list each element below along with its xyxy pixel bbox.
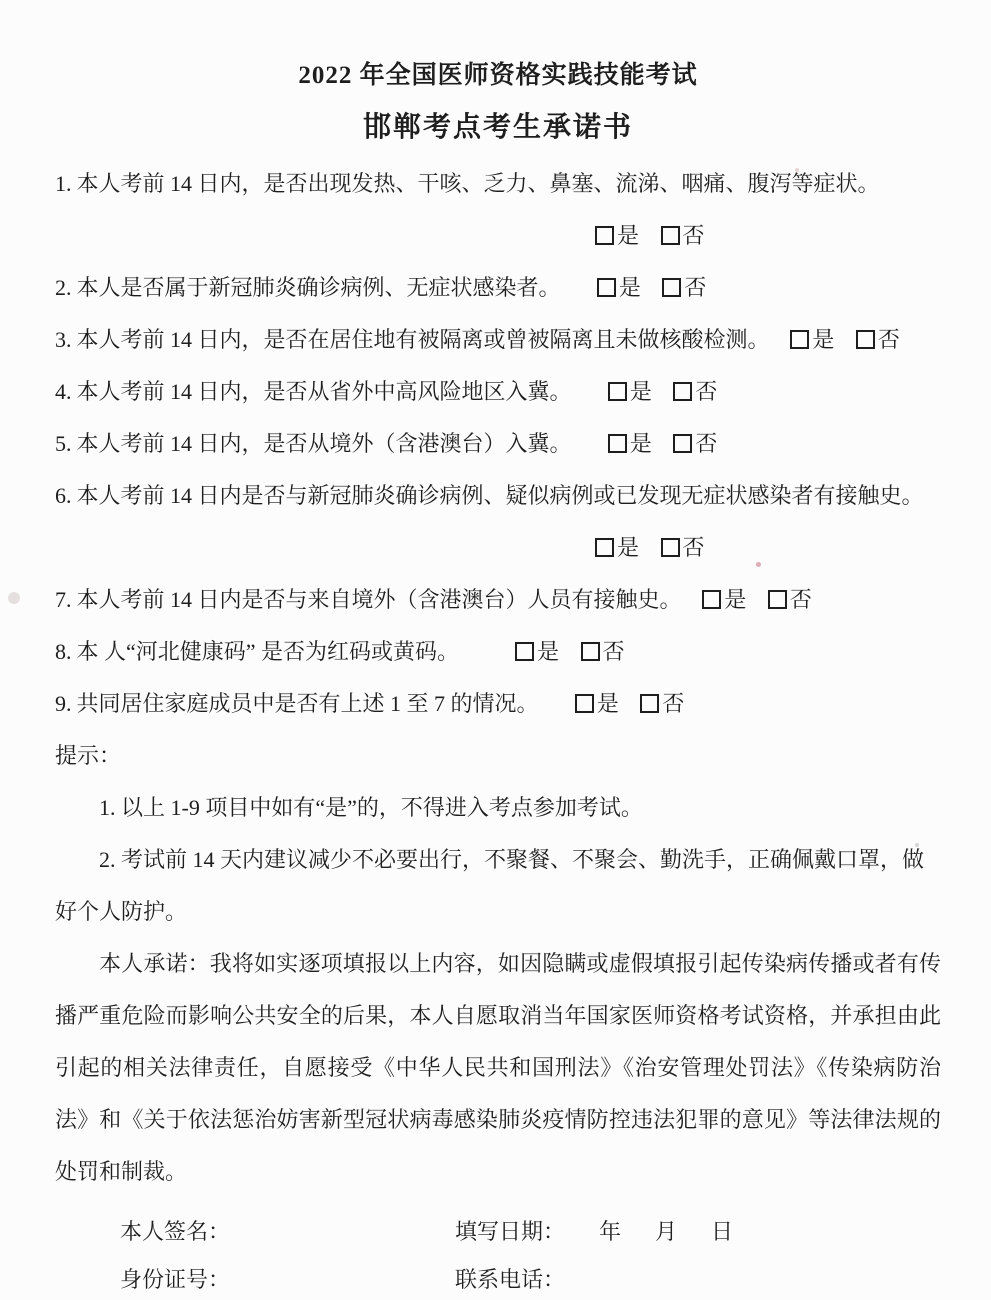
question-7-number: 7. xyxy=(55,587,72,612)
question-7 xyxy=(55,574,941,626)
questions-section xyxy=(55,158,941,1198)
question-7-yes-option[interactable] xyxy=(702,574,746,626)
no-label: 否 xyxy=(602,639,625,664)
checkbox-icon[interactable] xyxy=(673,382,692,401)
checkbox-icon[interactable] xyxy=(856,330,875,349)
question-1-text: 本人考前 14 日内，是否出现发热、干咳、乏力、鼻塞、流涕、咽痛、腹泻等症状。 xyxy=(76,171,880,196)
question-1-yes-option[interactable] xyxy=(595,210,639,262)
checkbox-icon[interactable] xyxy=(608,434,627,453)
checkbox-icon[interactable] xyxy=(608,382,627,401)
question-9-number: 9. xyxy=(55,691,72,716)
question-5-no-option[interactable] xyxy=(673,418,717,470)
checkbox-icon[interactable] xyxy=(595,226,614,245)
yes-label: 是 xyxy=(617,223,640,248)
no-label: 否 xyxy=(877,327,900,352)
question-6-options xyxy=(595,522,941,574)
question-2-yes-option[interactable] xyxy=(597,262,641,314)
notice-heading: 提示： xyxy=(55,743,122,768)
question-5-number: 5. xyxy=(55,431,72,456)
question-9-no-option[interactable] xyxy=(640,678,684,730)
question-8-yes-option[interactable] xyxy=(515,626,559,678)
question-1-options xyxy=(595,210,941,262)
question-2 xyxy=(55,262,941,314)
yes-label: 是 xyxy=(596,691,619,716)
checkbox-icon[interactable] xyxy=(790,330,809,349)
question-3-yes-option[interactable] xyxy=(790,314,834,366)
question-7-no-option[interactable] xyxy=(768,574,812,626)
yes-label: 是 xyxy=(812,327,835,352)
question-3-text: 本人考前 14 日内，是否在居住地有被隔离或曾被隔离且未做核酸检测。 xyxy=(76,327,770,352)
question-1-number: 1. xyxy=(55,171,72,196)
date-day-field[interactable] xyxy=(677,1208,711,1230)
no-label: 否 xyxy=(684,275,707,300)
question-8 xyxy=(55,626,941,678)
question-4-no-option[interactable] xyxy=(673,366,717,418)
question-3-options xyxy=(790,314,900,366)
day-label: 日 xyxy=(711,1219,734,1244)
date-year-field[interactable] xyxy=(565,1208,599,1230)
yes-label: 是 xyxy=(618,275,641,300)
question-7-text: 本人考前 14 日内是否与来自境外（含港澳台）人员有接触史。 xyxy=(76,587,682,612)
signature-section xyxy=(55,1208,941,1300)
question-4-options xyxy=(608,366,718,418)
yes-label: 是 xyxy=(724,587,747,612)
question-2-options xyxy=(597,262,707,314)
scan-artifact xyxy=(8,592,20,604)
date-label: 填写日期： xyxy=(455,1219,566,1244)
question-4-text: 本人考前 14 日内，是否从省外中高风险地区入冀。 xyxy=(76,379,572,404)
question-6-yes-option[interactable] xyxy=(595,522,639,574)
checkbox-icon[interactable] xyxy=(662,278,681,297)
question-6 xyxy=(55,470,941,522)
no-label: 否 xyxy=(695,431,718,456)
checkbox-icon[interactable] xyxy=(597,278,616,297)
yes-label: 是 xyxy=(629,379,652,404)
question-8-no-option[interactable] xyxy=(581,626,625,678)
question-7-options xyxy=(702,574,812,626)
no-label: 否 xyxy=(789,587,812,612)
question-5 xyxy=(55,418,941,470)
checkbox-icon[interactable] xyxy=(595,538,614,557)
signature-row-1 xyxy=(55,1208,941,1256)
signature-label: 本人签名： xyxy=(120,1219,231,1244)
question-4-number: 4. xyxy=(55,379,72,404)
checkbox-icon[interactable] xyxy=(640,694,659,713)
notice-item-1: 1. 以上 1-9 项目中如有“是”的，不得进入考点参加考试。 xyxy=(99,795,643,820)
no-label: 否 xyxy=(682,223,705,248)
question-8-number: 8. xyxy=(55,639,72,664)
checkbox-icon[interactable] xyxy=(661,538,680,557)
signature-row-2 xyxy=(55,1256,941,1300)
yes-label: 是 xyxy=(537,639,560,664)
question-6-number: 6. xyxy=(55,483,72,508)
question-2-text: 本人是否属于新冠肺炎确诊病例、无症状感染者。 xyxy=(76,275,561,300)
signature-field[interactable] xyxy=(230,1208,370,1230)
question-9-yes-option[interactable] xyxy=(575,678,619,730)
question-3-number: 3. xyxy=(55,327,72,352)
question-5-options xyxy=(608,418,718,470)
question-4 xyxy=(55,366,941,418)
checkbox-icon[interactable] xyxy=(661,226,680,245)
question-1 xyxy=(55,158,941,210)
commitment-paragraph: 本人承诺：我将如实逐项填报以上内容，如因隐瞒或虚假填报引起传染病传播或者有传播严重危险而影响公共安全的后果，本人自愿取消当年国家医师资格考试资格，并承担由此引起的相关法律责任，自愿接受《中华人民共和国刑法》《治安管理处罚法》《传染病防治法》和《关于依法惩治妨害新型冠状病毒感染肺炎疫情防控违法犯罪的意见》等法律法规的处罚和制裁。 xyxy=(55,951,941,1184)
phone-field[interactable] xyxy=(565,1256,705,1278)
document-subtitle: 邯郸考点考生承诺书 xyxy=(362,112,633,143)
yes-label: 是 xyxy=(629,431,652,456)
id-number-label: 身份证号： xyxy=(120,1267,231,1292)
question-2-no-option[interactable] xyxy=(662,262,706,314)
checkbox-icon[interactable] xyxy=(575,694,594,713)
question-9-text: 共同居住家庭成员中是否有上述 1 至 7 的情况。 xyxy=(76,691,539,716)
question-1-no-option[interactable] xyxy=(661,210,705,262)
checkbox-icon[interactable] xyxy=(515,642,534,661)
question-6-no-option[interactable] xyxy=(661,522,705,574)
question-2-number: 2. xyxy=(55,275,72,300)
question-5-yes-option[interactable] xyxy=(608,418,652,470)
month-label: 月 xyxy=(655,1219,678,1244)
phone-label: 联系电话： xyxy=(455,1267,566,1292)
checkbox-icon[interactable] xyxy=(673,434,692,453)
question-3-no-option[interactable] xyxy=(856,314,900,366)
no-label: 否 xyxy=(662,691,685,716)
no-label: 否 xyxy=(695,379,718,404)
document-title: 2022 年全国医师资格实践技能考试 xyxy=(298,62,698,89)
id-number-field[interactable] xyxy=(230,1256,370,1278)
checkbox-icon[interactable] xyxy=(768,590,787,609)
checkbox-icon[interactable] xyxy=(581,642,600,661)
question-4-yes-option[interactable] xyxy=(608,366,652,418)
question-9-options xyxy=(575,678,685,730)
date-month-field[interactable] xyxy=(621,1208,655,1230)
question-6-text: 本人考前 14 日内是否与新冠肺炎确诊病例、疑似病例或已发现无症状感染者有接触史。 xyxy=(76,483,924,508)
yes-label: 是 xyxy=(617,535,640,560)
question-8-text: 本 人“河北健康码” 是否为红码或黄码。 xyxy=(76,639,460,664)
question-5-text: 本人考前 14 日内，是否从境外（含港澳台）入冀。 xyxy=(76,431,572,456)
question-8-options xyxy=(515,626,625,678)
no-label: 否 xyxy=(682,535,705,560)
checkbox-icon[interactable] xyxy=(702,590,721,609)
question-3 xyxy=(55,314,941,366)
year-label: 年 xyxy=(599,1219,622,1244)
notice-item-2: 2. 考试前 14 天内建议减少不必要出行，不聚餐、不聚会、勤洗手，正确佩戴口罩，做好个人防护。 xyxy=(55,847,925,924)
question-9 xyxy=(55,678,941,730)
